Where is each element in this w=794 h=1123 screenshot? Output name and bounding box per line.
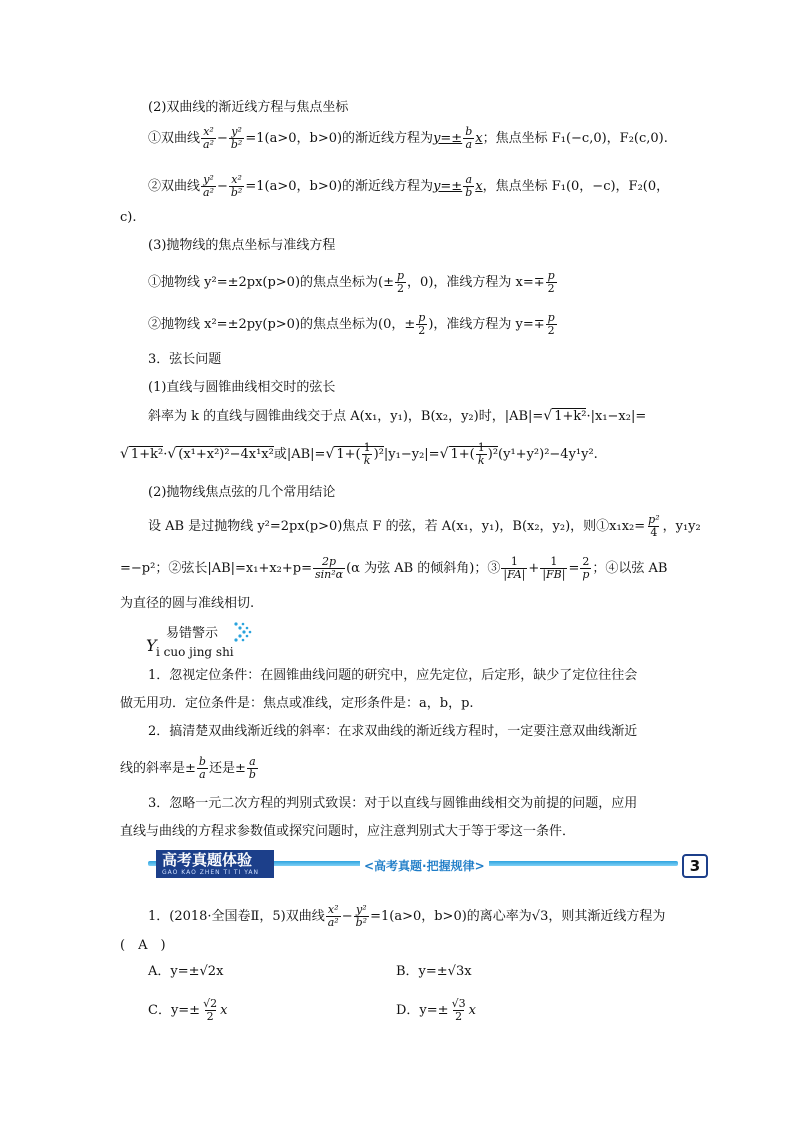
- chord-formula-line-2: √ 1+k²·√ (x¹+x²)²−4x¹x²或|AB|=√ 1+( $\frac{1}{k}$ )²|y₁−y₂|=√ 1+( $\frac{1}{k}$ )²(y¹+y²)²−4y¹y².: [120, 441, 598, 467]
- warning-title: 易错警示: [166, 626, 219, 641]
- warning-item-1: 1．忽视定位条件：在圆锥曲线问题的研究中，应先定位，后定形，缺少了定位往往会: [148, 668, 638, 683]
- warning-letter: Y: [146, 636, 157, 655]
- hyperbola-line-2: ②双曲线 $\frac{\text{y²}}{\text{a²}}$ − $\frac{\text{x²}}{\text{b²}}$ =1(a>0，b>0)的渐近线方程为y=± $\frac{a}{b}$ x，焦点坐标 F₁(0，−c)，F₂(0，: [148, 173, 670, 199]
- hyperbola-line-1: ①双曲线 $\frac{\text{x²}}{\text{a²}}$ − $\frac{\text{y²}}{\text{b²}}$ =1(a>0，b>0)的渐近线方程为y=± $\frac{b}{a}$ x；焦点坐标 F₁(−c,0)，F₂(c,0).: [148, 125, 668, 151]
- chord-subtitle: (1)直线与圆锥曲线相交时的弦长: [148, 380, 336, 395]
- option-c: C．y=± $\frac{√2}{2}$ x: [148, 997, 228, 1023]
- parabola-line-2: ②抛物线 x²=±2py(p>0)的焦点坐标为(0，± $\frac{p}{2}$ )，准线方程为 y=∓ $\frac{p}{2}$: [148, 311, 555, 337]
- banner-title: 高考真题体验: [156, 850, 274, 878]
- option-b: B．y=±√3x: [396, 964, 472, 979]
- section-heading-chord: 3．弦长问题: [148, 352, 222, 367]
- text-prefix: ①双曲线: [148, 131, 201, 146]
- banner-pinyin: GAO KAO ZHEN TI TI YAN: [162, 869, 260, 876]
- question-1-answer: ( A ): [120, 938, 166, 953]
- fraction: $\frac{\text{x²}}{\text{a²}}$: [203, 125, 214, 151]
- banner-subtitle: <高考真题·把握规律>: [360, 857, 489, 874]
- warning-item-3-cont: 直线与曲线的方程求参数值或探究问题时，应注意判别式大于等于零这一条件．: [120, 824, 576, 839]
- warning-item-3: 3．忽略一元二次方程的判别式致误：对于以直线与圆锥曲线相交为前提的问题，应用: [148, 796, 638, 811]
- section-banner: [148, 850, 710, 884]
- section-title-hyperbola: (2)双曲线的渐近线方程与焦点坐标: [148, 100, 349, 115]
- parabola-line-1: ①抛物线 y²=±2px(p>0)的焦点坐标为(± $\frac{p}{2}$ ，0)，准线方程为 x=∓ $\frac{p}{2}$: [148, 269, 555, 295]
- warning-item-1-cont: 做无用功．定位条件是：焦点或准线，定形条件是：a，b，p.: [120, 696, 474, 711]
- fraction: $\frac{\text{y²}}{\text{b²}}$: [230, 125, 243, 151]
- focal-chord-line-1: 设 AB 是过抛物线 y²=2px(p>0)焦点 F 的弦，若 A(x₁，y₁)，B(x₂，y₂)，则①x₁x₂= $\frac{\text{p²}}{4}$ ，y₁y₂: [148, 513, 701, 539]
- chevron-dots-icon: [233, 621, 253, 645]
- option-d: D．y=± $\frac{√3}{2}$ x: [396, 997, 476, 1023]
- hyperbola-line-2-tail: c).: [120, 210, 137, 225]
- section-title-parabola: (3)抛物线的焦点坐标与准线方程: [148, 238, 336, 253]
- focal-chord-line-2: =−p²；②弦长|AB|=x₁+x₂+p= $\frac{2p}{\text{sin²α}}$ (α 为弦 AB 的倾斜角)；③ $\frac{1}{|FA|}$ + $\frac{1}{|FB|}$ = $\frac{2}{p}$ ；④以弦 AB: [120, 555, 668, 581]
- focal-chord-subtitle: (2)抛物线焦点弦的几个常用结论: [148, 485, 336, 500]
- question-1-stem: 1．(2018·全国卷Ⅱ，5)双曲线 $\frac{\text{x²}}{\text{a²}}$ − $\frac{\text{y²}}{\text{b²}}$ =1(a>0，b>0)的离心率为√3，则其渐近线方程为: [148, 903, 666, 929]
- option-a: A．y=±√2x: [148, 964, 224, 979]
- warning-item-2: 2．搞清楚双曲线渐近线的斜率：在求双曲线的渐近线方程时，一定要注意双曲线渐近: [148, 724, 638, 739]
- warning-pinyin: i cuo jing shi: [156, 645, 234, 659]
- focal-chord-line-3: 为直径的圆与准线相切.: [120, 596, 255, 611]
- banner-number: 3: [682, 854, 708, 878]
- chord-formula-line-1: 斜率为 k 的直线与圆锥曲线交于点 A(x₁，y₁)，B(x₂，y₂)时，|AB|=√ 1+k²·|x₁−x₂|=: [148, 408, 647, 424]
- warning-item-2-cont: 线的斜率是± $\frac{b}{a}$ 还是± $\frac{a}{b}$: [120, 755, 256, 781]
